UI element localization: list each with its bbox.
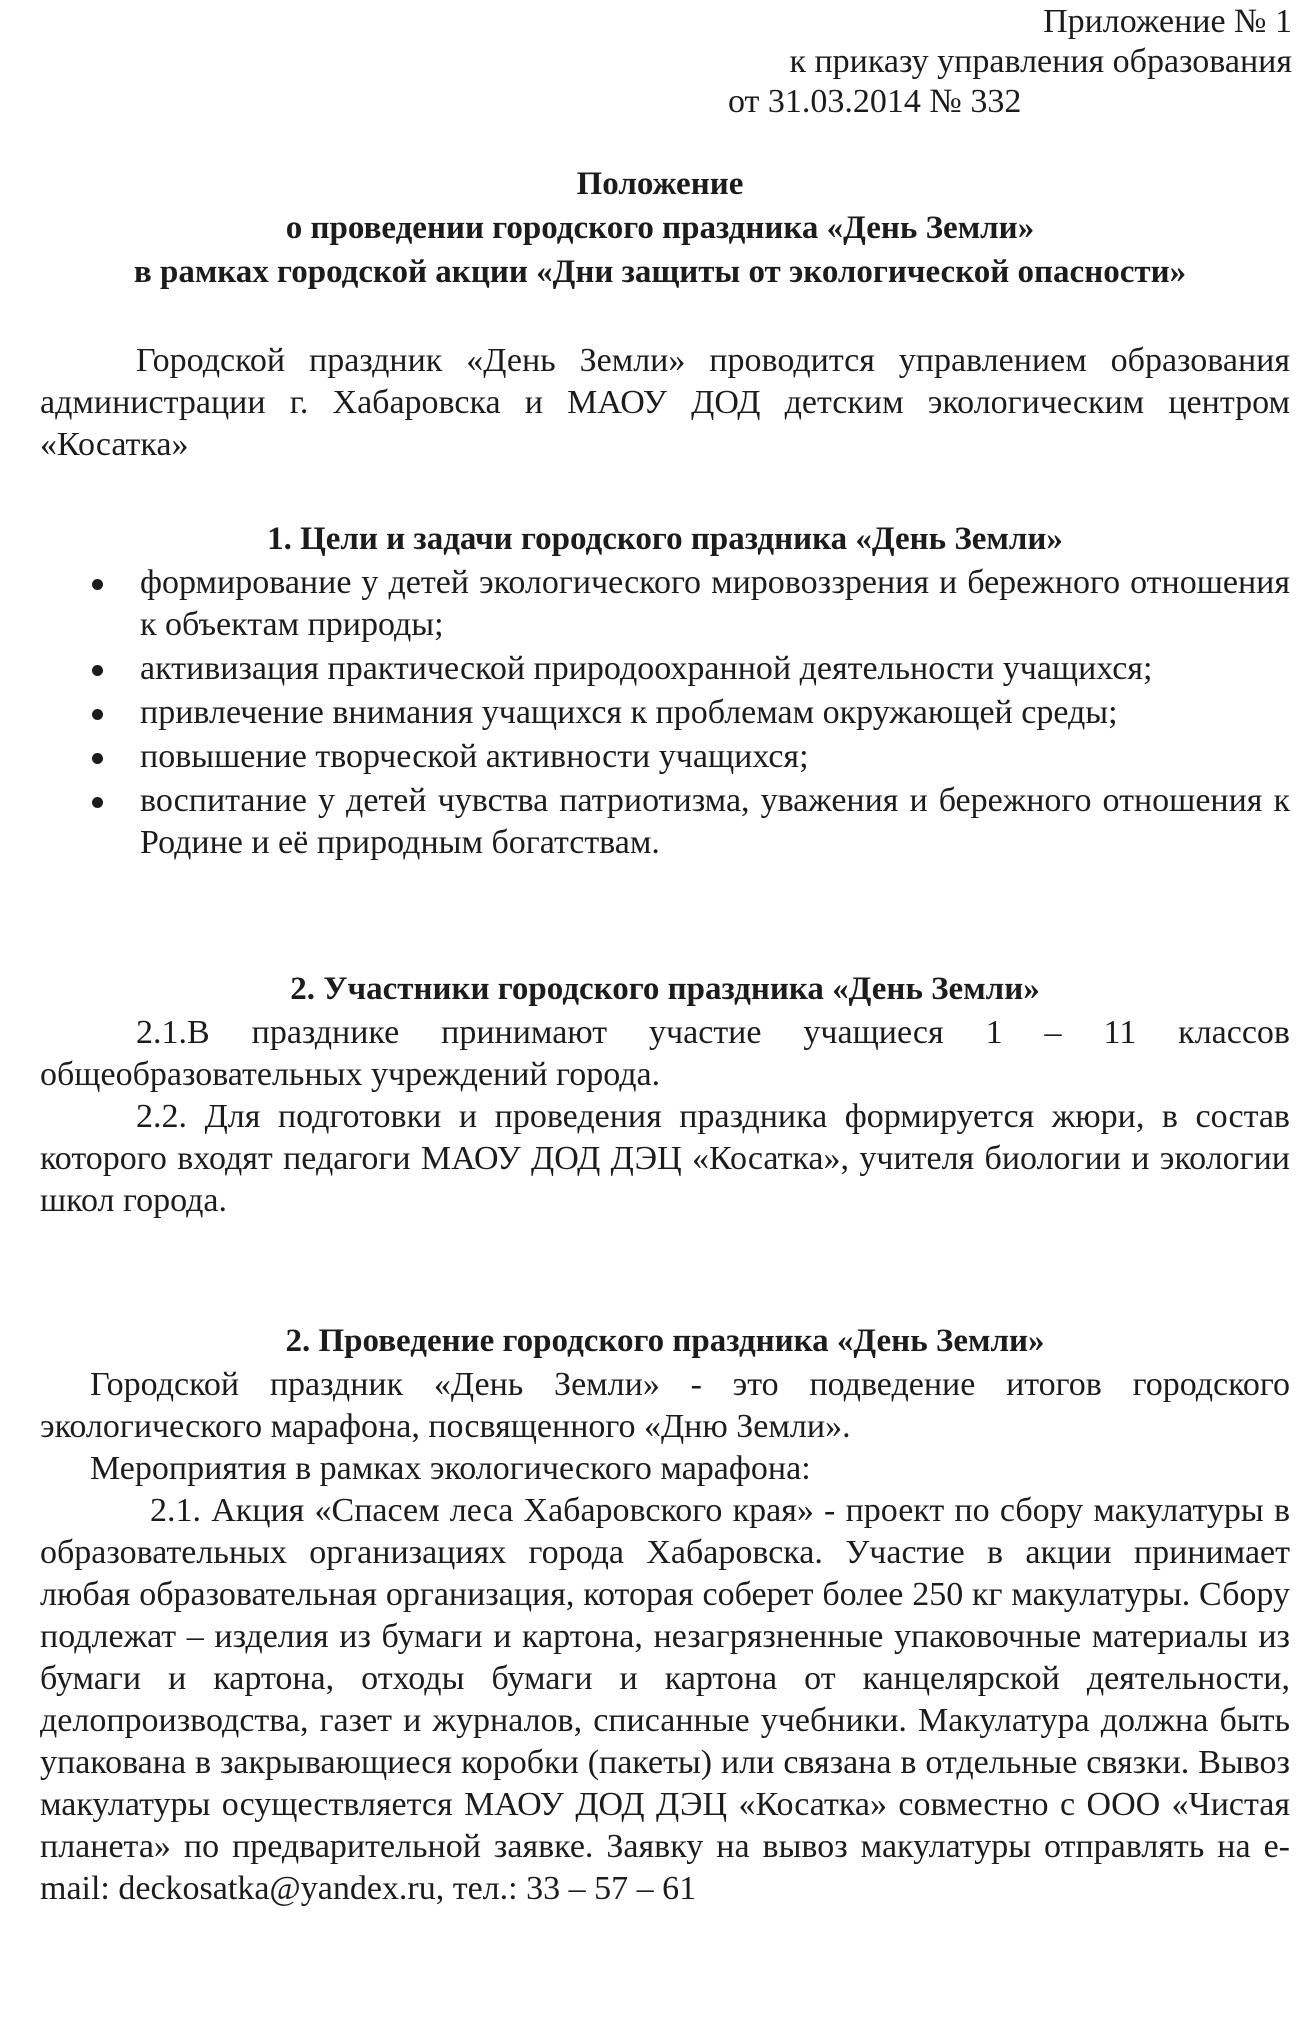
list-item: привлечение внимания учащихся к проблемам окружающей среды; [40, 692, 1290, 734]
list-item: формирование у детей экологического мировоззрения и бережного отношения к объектам природы; [40, 562, 1290, 646]
bullet-icon [92, 753, 103, 764]
appendix-order-ref: к приказу управления образования [789, 43, 1292, 80]
bullet-icon [92, 709, 103, 720]
intro-paragraph: Городской праздник «День Земли» проводится управлением образования администрации г. Хабаровска и МАОУ ДОД детским экологическим центром «Косатка» [40, 342, 1290, 463]
section-2-heading: 2. Участники городского праздника «День Земли» [290, 971, 1040, 1007]
section-3-paragraph-1: Городской праздник «День Земли» - это подведение итогов городского экологического марафона, посвященного «Дню Земли». [40, 1366, 1290, 1445]
title-line-2: о проведении городского праздника «День Земли» [285, 210, 1035, 246]
bullet-icon [92, 579, 103, 590]
list-item: активизация практической природоохранной деятельности учащихся; [40, 648, 1290, 690]
appendix-number: Приложение № 1 [1043, 3, 1292, 40]
title-line-1: Положение [576, 166, 744, 202]
document-title [30, 162, 1290, 294]
title-line-3: в рамках городской акции «Дни защиты от экологической опасности» [133, 254, 1187, 290]
bullet-icon [92, 797, 103, 808]
bullet-icon [92, 665, 103, 676]
list-item: воспитание у детей чувства патриотизма, уважения и бережного отношения к Родине и её природным богатствам. [40, 780, 1290, 864]
section-3-paragraph-2: Мероприятия в рамках экологического марафона: [90, 1450, 811, 1487]
goals-list [40, 562, 1290, 866]
list-item: повышение творческой активности учащихся; [40, 736, 1290, 778]
section-2-paragraph-1: 2.1.В празднике принимают участие учащиеся 1 – 11 классов общеобразовательных учреждений города. [40, 1014, 1290, 1093]
section-1-heading: 1. Цели и задачи городского праздника «День Земли» [267, 521, 1063, 557]
section-3-paragraph-3: 2.1. Акция «Спасем леса Хабаровского края» - проект по сбору макулатуры в образовательных организациях города Хабаровска. Участие в акции принимает любая образовательная организация, которая соберет более 250 кг макулатуры. Сбору подлежат – изделия из бумаги и картона, незагрязненные упаковочные материалы из бумаги и картона, отходы бумаги и картона от канцелярской деятельности, делопроизводства, газет и журналов, списанные учебники. Макулатура должна быть упакована в закрывающиеся коробки (пакеты) или связана в отдельные связки. Вывоз макулатуры осуществляется МАОУ ДОД ДЭЦ «Косатка» совместно с ООО «Чистая планета» по предварительной заявке. Заявку на вывоз макулатуры отправлять на e-mail: deckosatka@yandex.ru, тел.: 33 – 57 – 61 [40, 1492, 1290, 1907]
section-2-paragraph-2: 2.2. Для подготовки и проведения праздника формируется жюри, в состав которого входят педагоги МАОУ ДОД ДЭЦ «Косатка», учителя биологии и экологии школ города. [40, 1098, 1290, 1219]
appendix-order-date: от 31.03.2014 № 332 [728, 83, 1022, 120]
appendix-header [720, 2, 1292, 122]
section-3-heading: 2. Проведение городского праздника «День Земли» [285, 1323, 1045, 1359]
